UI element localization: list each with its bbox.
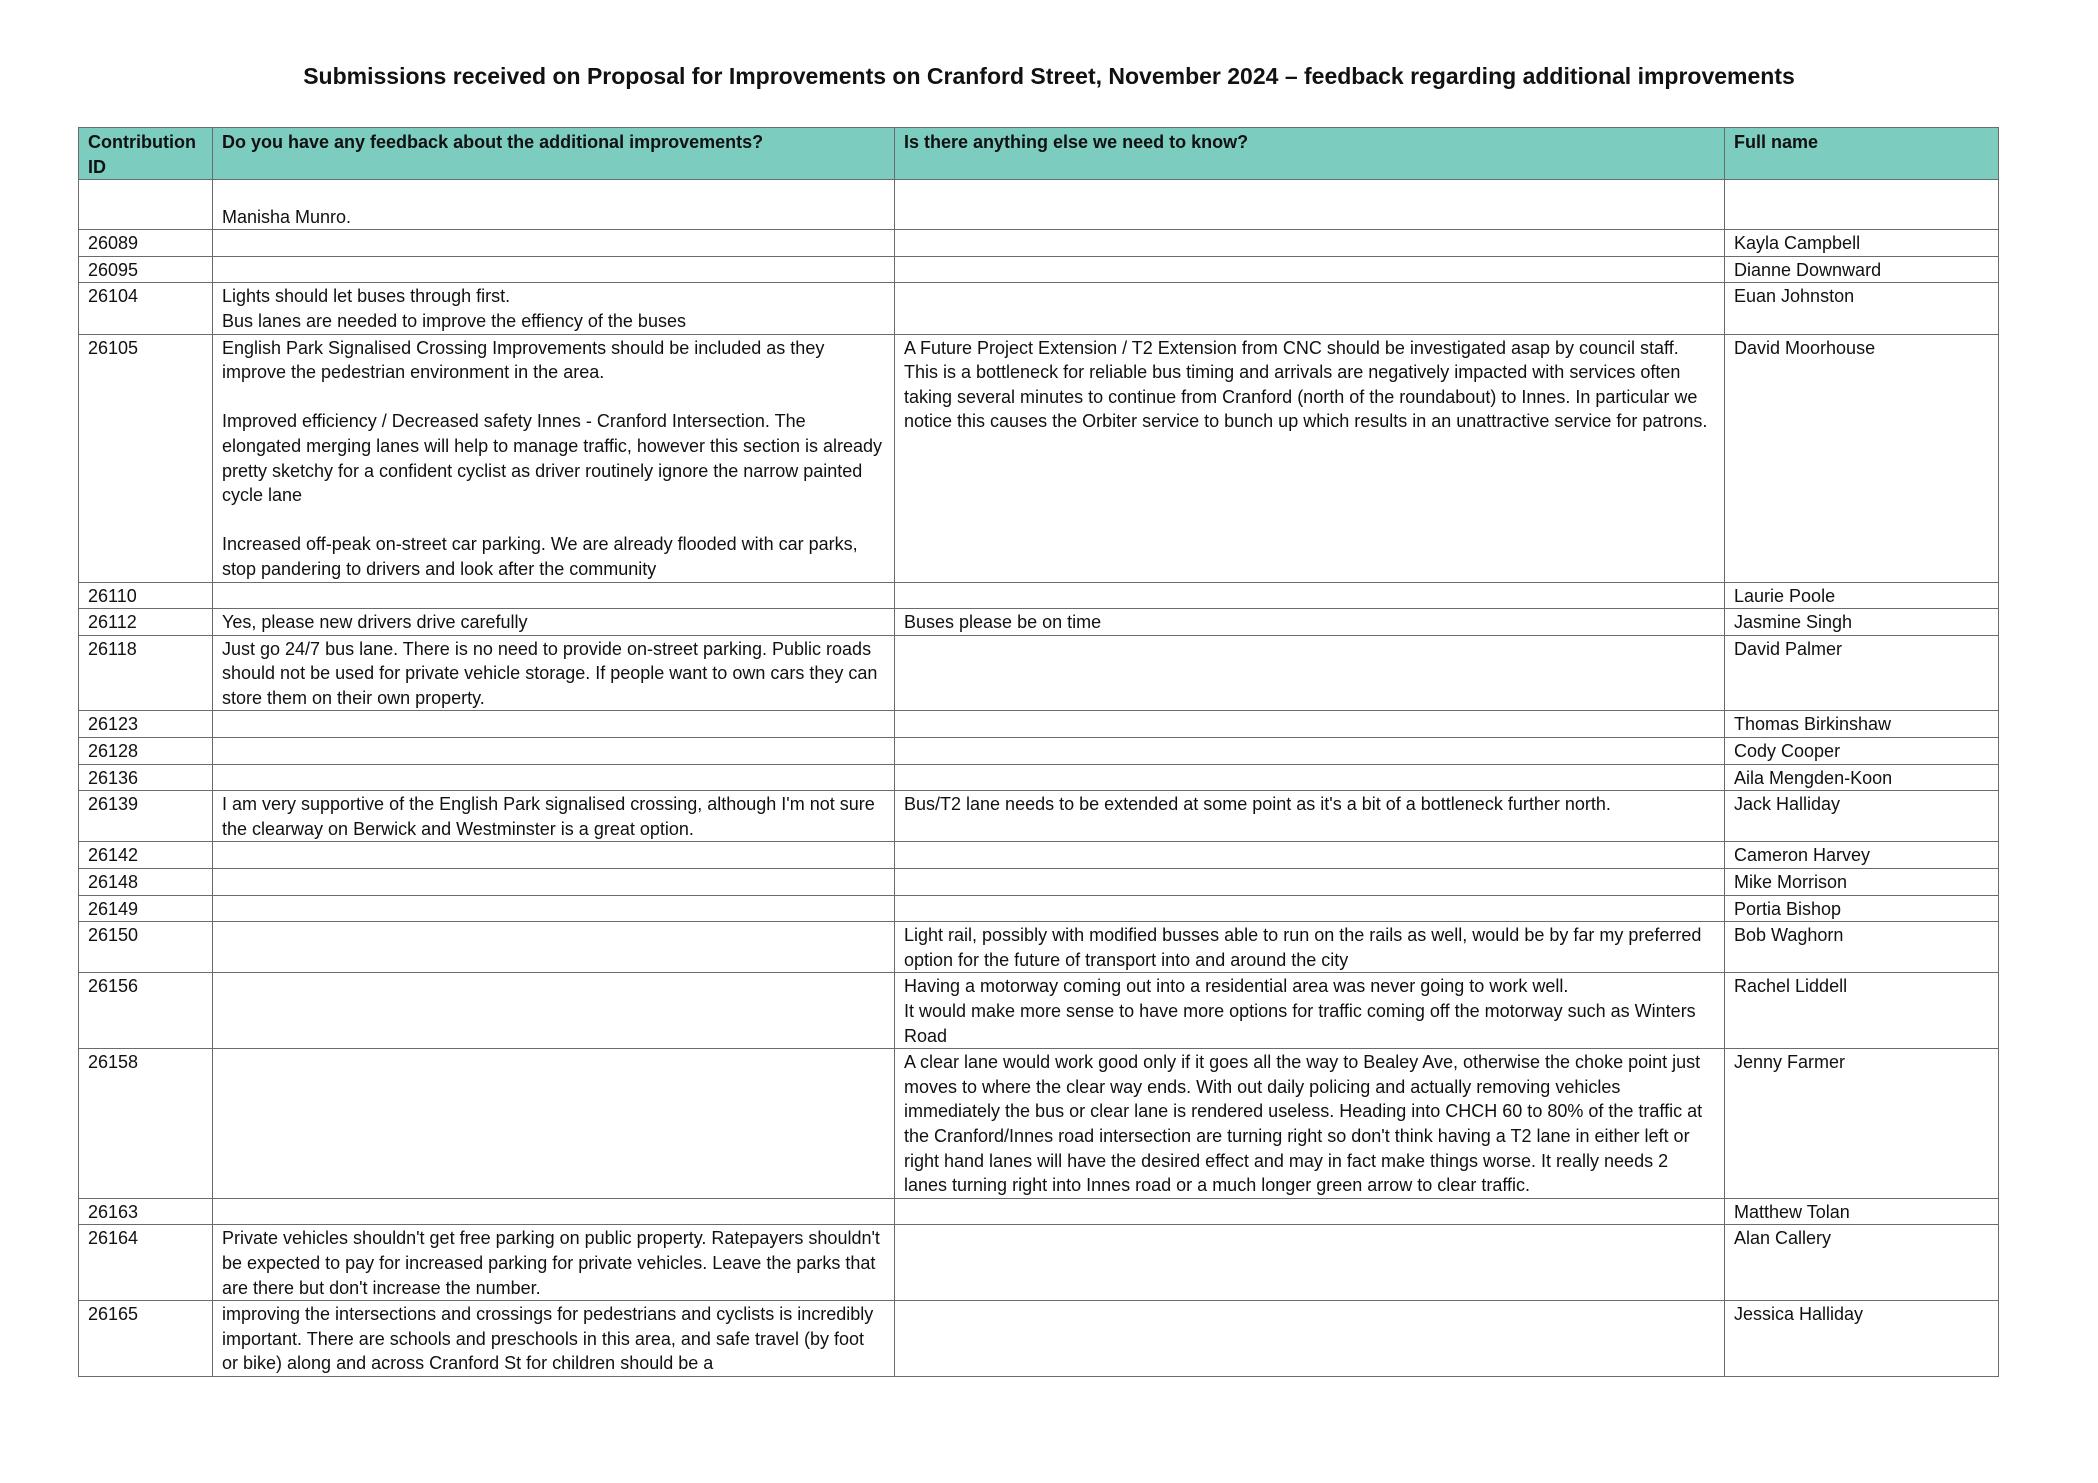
cell-feedback: Private vehicles shouldn't get free parking on public property. Ratepayers shouldn't be expected to pay for increased parking for private vehicles. Leave the parks that are there but don't increase the number. xyxy=(213,1225,895,1301)
cell-full-name: Bob Waghorn xyxy=(1725,922,1999,973)
cell-full-name: Portia Bishop xyxy=(1725,895,1999,922)
table-row xyxy=(79,895,1999,922)
cell-contribution-id: 26150 xyxy=(79,922,213,973)
cell-full-name: Jenny Farmer xyxy=(1725,1049,1999,1199)
table-header-row xyxy=(79,128,1999,180)
cell-full-name: Cameron Harvey xyxy=(1725,842,1999,869)
cell-contribution-id: 26104 xyxy=(79,283,213,334)
cell-contribution-id: 26089 xyxy=(79,230,213,257)
cell-anything-else: A Future Project Extension / T2 Extension from CNC should be investigated asap by council staff. This is a bottleneck for reliable bus timing and arrivals are negatively impacted with services often taking several minutes to continue from Cranford (north of the roundabout) to Innes. In particular we notice this causes the Orbiter service to bunch up which results in an unattractive service for patrons. xyxy=(895,334,1725,582)
cell-anything-else: Buses please be on time xyxy=(895,609,1725,636)
cell-contribution-id: 26112 xyxy=(79,609,213,636)
cell-full-name: Dianne Downward xyxy=(1725,256,1999,283)
header-anything-else: Is there anything else we need to know? xyxy=(895,128,1725,180)
table-row xyxy=(79,256,1999,283)
cell-feedback xyxy=(213,869,895,896)
cell-contribution-id: 26142 xyxy=(79,842,213,869)
table-row xyxy=(79,922,1999,973)
table-row xyxy=(79,738,1999,765)
header-contribution-id: Contribution ID xyxy=(79,128,213,180)
cell-contribution-id: 26158 xyxy=(79,1049,213,1199)
table-row xyxy=(79,1301,1999,1377)
cell-contribution-id: 26123 xyxy=(79,711,213,738)
cell-contribution-id: 26149 xyxy=(79,895,213,922)
cell-contribution-id: 26148 xyxy=(79,869,213,896)
cell-contribution-id: 26139 xyxy=(79,791,213,842)
cell-anything-else: A clear lane would work good only if it goes all the way to Bealey Ave, otherwise the choke point just moves to where the clear way ends. With out daily policing and actually removing vehicles immediately the bus or clear lane is rendered useless. Heading into CHCH 60 to 80% of the traffic at the Cranford/Innes road intersection are turning right so don't think having a T2 lane in either left or right hand lanes will have the desired effect and may in fact make things worse. It really needs 2 lanes turning right into Innes road or a much longer green arrow to clear traffic. xyxy=(895,1049,1725,1199)
cell-feedback xyxy=(213,922,895,973)
cell-anything-else xyxy=(895,283,1725,334)
cell-anything-else xyxy=(895,1198,1725,1225)
table-row xyxy=(79,764,1999,791)
cell-anything-else: Having a motorway coming out into a residential area was never going to work well. It would make more sense to have more options for traffic coming off the motorway such as Winters Road xyxy=(895,973,1725,1049)
cell-contribution-id: 26105 xyxy=(79,334,213,582)
cell-contribution-id: 26164 xyxy=(79,1225,213,1301)
cell-feedback xyxy=(213,582,895,609)
table-row xyxy=(79,1225,1999,1301)
cell-full-name: Jessica Halliday xyxy=(1725,1301,1999,1377)
cell-full-name: Jasmine Singh xyxy=(1725,609,1999,636)
cell-feedback xyxy=(213,1198,895,1225)
table-row xyxy=(79,711,1999,738)
table-row xyxy=(79,869,1999,896)
table-row xyxy=(79,842,1999,869)
cell-full-name: Mike Morrison xyxy=(1725,869,1999,896)
cell-anything-else xyxy=(895,764,1725,791)
cell-feedback: Yes, please new drivers drive carefully xyxy=(213,609,895,636)
table-row-continuation xyxy=(79,180,1999,230)
cell-feedback: Lights should let buses through first. Bus lanes are needed to improve the effiency of the buses xyxy=(213,283,895,334)
cell-full-name: Jack Halliday xyxy=(1725,791,1999,842)
cell-feedback xyxy=(213,256,895,283)
cell-contribution-id: 26095 xyxy=(79,256,213,283)
table-row xyxy=(79,1198,1999,1225)
table-body xyxy=(79,180,1999,1377)
cell-feedback xyxy=(213,895,895,922)
table-row xyxy=(79,609,1999,636)
cell-contribution-id: 26118 xyxy=(79,635,213,711)
cell-feedback xyxy=(213,1049,895,1199)
table-row xyxy=(79,635,1999,711)
cell-anything-else xyxy=(895,180,1725,230)
table-row xyxy=(79,582,1999,609)
cell-feedback: English Park Signalised Crossing Improvements should be included as they improve the pedestrian environment in the area. Improved efficiency / Decreased safety Innes - Cranford Intersection. The elongated merging lanes will help to manage traffic, however this section is already pretty sketchy for a confident cyclist as driver routinely ignore the narrow painted cycle lane Increased off-peak on-street car parking. We are already flooded with car parks, stop pandering to drivers and look after the community xyxy=(213,334,895,582)
table-row xyxy=(79,334,1999,582)
document-title: Submissions received on Proposal for Improvements on Cranford Street, November 2024 – feedback regarding additional improvements xyxy=(303,63,1795,89)
header-feedback: Do you have any feedback about the additional improvements? xyxy=(213,128,895,180)
cell-contribution-id: 26163 xyxy=(79,1198,213,1225)
cell-full-name: David Palmer xyxy=(1725,635,1999,711)
cell-full-name: Cody Cooper xyxy=(1725,738,1999,765)
cell-feedback: Manisha Munro. xyxy=(213,180,895,230)
cell-anything-else: Light rail, possibly with modified busses able to run on the rails as well, would be by far my preferred option for the future of transport into and around the city xyxy=(895,922,1725,973)
cell-feedback xyxy=(213,738,895,765)
table-row xyxy=(79,791,1999,842)
cell-full-name: Matthew Tolan xyxy=(1725,1198,1999,1225)
cell-full-name: Thomas Birkinshaw xyxy=(1725,711,1999,738)
table-row xyxy=(79,973,1999,1049)
cell-full-name: Aila Mengden-Koon xyxy=(1725,764,1999,791)
cell-contribution-id: 26110 xyxy=(79,582,213,609)
cell-feedback xyxy=(213,842,895,869)
cell-full-name: Kayla Campbell xyxy=(1725,230,1999,257)
cell-full-name: Laurie Poole xyxy=(1725,582,1999,609)
cell-feedback: Just go 24/7 bus lane. There is no need to provide on-street parking. Public roads should not be used for private vehicle storage. If people want to own cars they can store them on their own property. xyxy=(213,635,895,711)
cell-feedback: improving the intersections and crossings for pedestrians and cyclists is incredibly important. There are schools and preschools in this area, and safe travel (by foot or bike) along and across Cranford St for children should be a xyxy=(213,1301,895,1377)
cell-contribution-id: 26156 xyxy=(79,973,213,1049)
cell-feedback xyxy=(213,973,895,1049)
cell-anything-else xyxy=(895,895,1725,922)
cell-full-name: Euan Johnston xyxy=(1725,283,1999,334)
cell-feedback xyxy=(213,230,895,257)
cell-feedback: I am very supportive of the English Park signalised crossing, although I'm not sure the clearway on Berwick and Westminster is a great option. xyxy=(213,791,895,842)
cell-anything-else: Bus/T2 lane needs to be extended at some point as it's a bit of a bottleneck further north. xyxy=(895,791,1725,842)
cell-contribution-id: 26128 xyxy=(79,738,213,765)
cell-contribution-id: 26136 xyxy=(79,764,213,791)
cell-contribution-id xyxy=(79,180,213,230)
cell-full-name: Alan Callery xyxy=(1725,1225,1999,1301)
cell-anything-else xyxy=(895,635,1725,711)
cell-full-name: Rachel Liddell xyxy=(1725,973,1999,1049)
cell-anything-else xyxy=(895,738,1725,765)
cell-anything-else xyxy=(895,711,1725,738)
table-row xyxy=(79,230,1999,257)
cell-feedback xyxy=(213,764,895,791)
header-full-name: Full name xyxy=(1725,128,1999,180)
cell-full-name: David Moorhouse xyxy=(1725,334,1999,582)
cell-anything-else xyxy=(895,1301,1725,1377)
cell-anything-else xyxy=(895,256,1725,283)
cell-full-name xyxy=(1725,180,1999,230)
table-row xyxy=(79,283,1999,334)
cell-anything-else xyxy=(895,1225,1725,1301)
cell-anything-else xyxy=(895,842,1725,869)
submissions-table xyxy=(78,127,1999,1377)
cell-contribution-id: 26165 xyxy=(79,1301,213,1377)
cell-anything-else xyxy=(895,582,1725,609)
cell-feedback xyxy=(213,711,895,738)
cell-anything-else xyxy=(895,869,1725,896)
table-row xyxy=(79,1049,1999,1199)
cell-anything-else xyxy=(895,230,1725,257)
